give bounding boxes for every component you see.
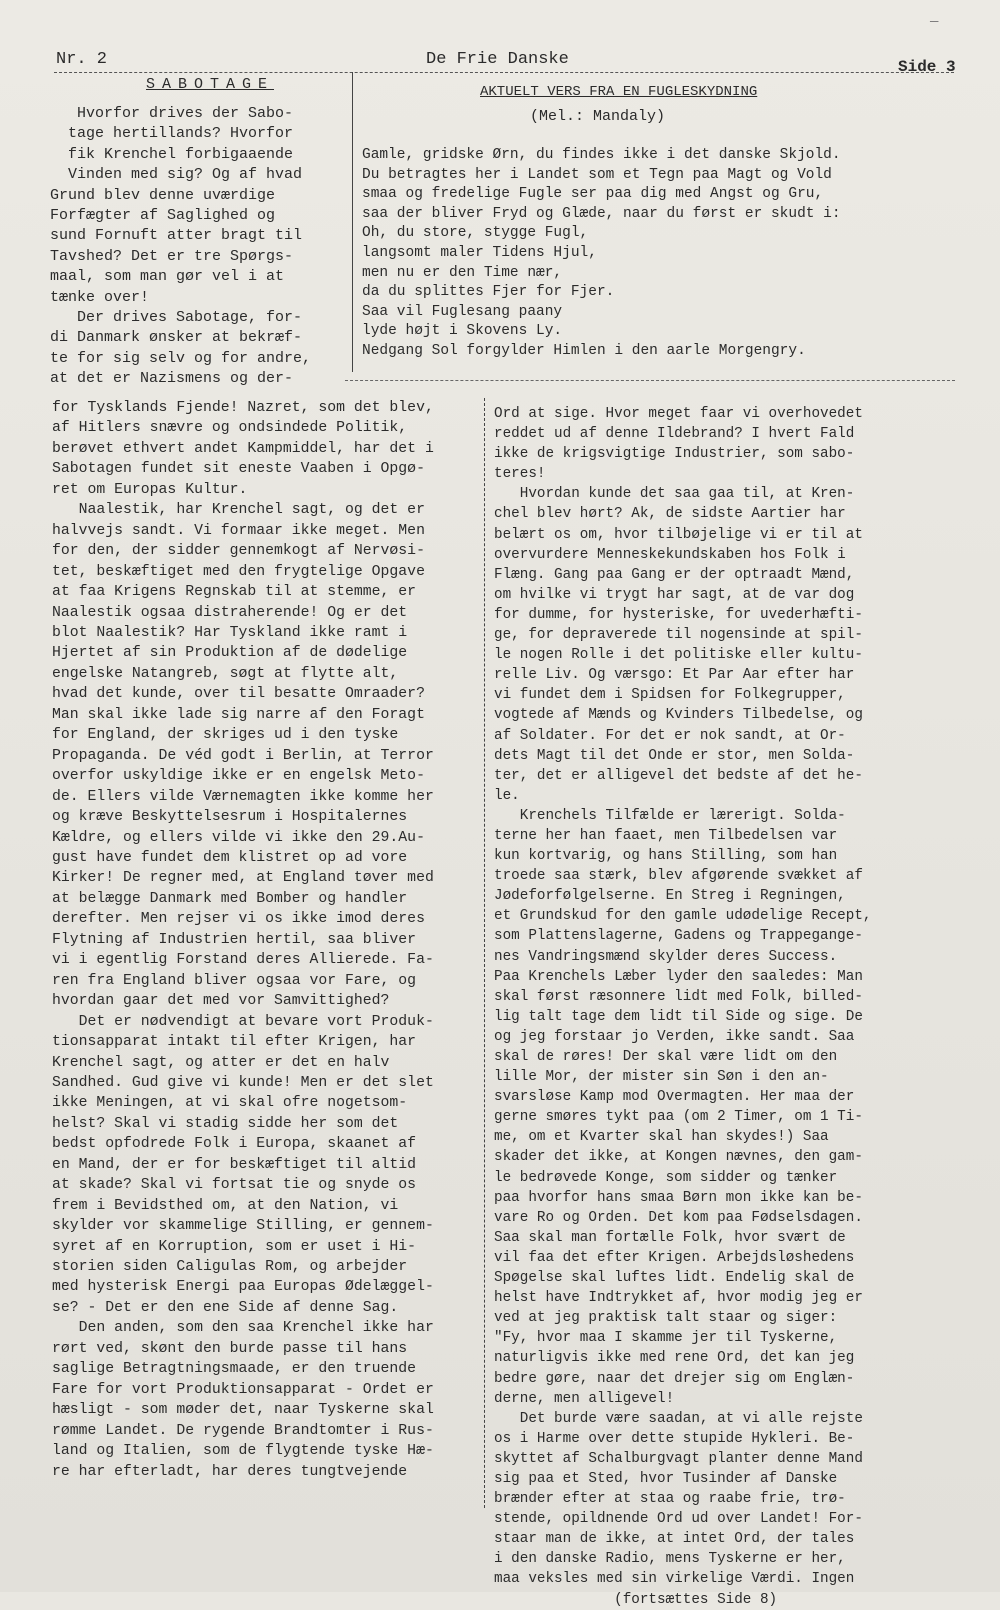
text-line: Kirker! De regner med, at England tøver med <box>52 870 434 887</box>
text-line: kun kortvarig, og hans Stilling, som han <box>494 848 838 865</box>
text-line: et Grundskud for den gamle udødelige Recept, <box>494 908 872 925</box>
text-line: om hvilke vi trygt har sagt, at de var dog <box>494 586 855 603</box>
text-line: Man skal ikke lade sig narre af den Foragt <box>52 706 425 723</box>
text-line: re har efterladt, har deres tungtvejende <box>52 1463 408 1480</box>
text-line: di Danmark ønsker at bekræf- <box>50 329 303 347</box>
corner-mark: — <box>930 14 939 30</box>
text-line: troede saa stærk, blev afgørende svækket af <box>494 868 863 885</box>
text-line: hvordan gaar det med vor Samvittighed? <box>52 993 390 1010</box>
text-line: nes Vandringsmænd skylder deres Success. <box>494 948 838 965</box>
text-line: med hysterisk Energi paa Europas Ødelæggel- <box>52 1279 434 1296</box>
text-line: ter, det er alligevel det bedste af det he- <box>494 767 863 784</box>
text-line: maa veksles med sin virkelige Værdi. Ingen <box>494 1571 855 1588</box>
text-line: relle Liv. Og værsgo: Et Par Aar efter har <box>494 667 855 684</box>
text-line: Flytning af Industrien hertil, saa bliver <box>52 931 417 948</box>
text-line: ikke Meningen, at vi skal ofre nogetsom- <box>52 1095 408 1112</box>
text-line: me, om et Kvarter skal han skydes!) Saa <box>494 1129 829 1146</box>
text-line: os i Harme over dette stupide Hykleri. Be- <box>494 1430 855 1447</box>
text-line: sig paa et Sted, hvor Tusinder af Danske <box>494 1470 838 1487</box>
text-line: smaa og fredelige Fugle ser paa dig med Angst og Gru, <box>362 186 824 203</box>
text-line: da du splittes Fjer for Fjer. <box>362 284 615 301</box>
text-line: brænder efter at staa og raabe frie, trø- <box>494 1491 846 1508</box>
text-line: Jødeforfølgelserne. En Streg i Regningen, <box>494 888 846 905</box>
poem-bottom-rule <box>345 380 955 381</box>
poem-verse <box>362 146 841 362</box>
text-line: sund Fornuft atter bragt til <box>50 227 303 245</box>
text-line: skyttet af Schalburgvagt planter denne Mand <box>494 1450 863 1467</box>
text-line: rørt ved, skønt den burde passe til hans <box>52 1340 408 1357</box>
paper-name: De Frie Danske <box>426 50 569 69</box>
article-sabotage-left-column <box>52 398 434 1482</box>
text-line: terne her han faaet, men Tilbedelsen var <box>494 827 838 844</box>
text-line: derefter. Men rejser vi os ikke imod deres <box>52 911 425 928</box>
text-line: Saa vil Fuglesang paany <box>362 303 563 320</box>
text-line: saglige Betragtningsmaade, er den truende <box>52 1361 417 1378</box>
text-line: vogtede af Mænds og Kvinders Tilbedelse, og <box>494 707 863 724</box>
text-line: Grund blev denne uværdige <box>50 186 276 204</box>
text-line: ved at jeg praktisk talt staar og siger: <box>494 1310 838 1327</box>
text-line: og kræve Beskyttelsesrum i Hospitalernes <box>52 809 408 826</box>
page-number: Side 3 <box>898 58 956 76</box>
text-line: rømme Landet. De rygende Brandtomter i Rus- <box>52 1422 434 1439</box>
text-line: skylder vor skammelige Stilling, er gennem- <box>52 1218 434 1235</box>
text-line: (fortsættes Side 8) <box>494 1591 778 1608</box>
text-line: ge, for depraverede til nogensinde at spil- <box>494 627 863 644</box>
text-line: af Soldater. For det er nok sandt, at Or- <box>494 727 846 744</box>
text-line: Gamle, gridske Ørn, du findes ikke i det danske Skjold. <box>362 147 841 163</box>
text-line: storien siden Caligulas Rom, og arbejder <box>52 1259 408 1276</box>
text-line: i den danske Radio, mens Tyskerne er her, <box>494 1551 846 1568</box>
text-line: Det burde være saadan, at vi alle rejste <box>494 1410 863 1427</box>
text-line: Nedgang Sol forgylder Himlen i den aarle Morgengry. <box>362 342 806 359</box>
text-line: Du betragtes her i Landet som et Tegn paa Magt og Vold <box>362 166 832 183</box>
text-line: Propaganda. De véd godt i Berlin, at Terror <box>52 747 434 764</box>
text-line: frem i Bevidsthed om, at den Nation, vi <box>52 1197 399 1214</box>
text-line: Vinden med sig? Og af hvad <box>50 166 303 184</box>
text-line: af Hitlers snævre og ondsindede Politik, <box>52 420 408 437</box>
text-line: vil faa det efter Krigen. Arbejdsløshedens <box>494 1249 855 1266</box>
text-line: Naalestik ogsaa distraherende! Og er det <box>52 604 408 621</box>
text-line: maal, som man gør vel i at <box>50 268 285 286</box>
text-line: for den, der sidder gennemkogt af Nervøsi- <box>52 543 425 560</box>
text-line: vare Ro og Orden. Det kom paa Fødselsdagen. <box>494 1209 863 1226</box>
text-line: te for sig selv og for andre, <box>50 349 312 367</box>
issue-number: Nr. 2 <box>56 50 108 69</box>
text-line: Hjertet af sin Produktion af de dødelige <box>52 645 408 662</box>
text-line: tage hertillands? Hvorfor <box>50 125 294 143</box>
text-line: berøvet ethvert andet Kampmiddel, har det i <box>52 440 434 457</box>
text-line: Hvorfor drives der Sabo- <box>50 105 294 122</box>
text-line: hvad det kunde, over til besatte Omraader? <box>52 686 425 703</box>
text-line: se? - Det er den ene Side af denne Sag. <box>52 1299 399 1316</box>
text-line: dets Magt til det Onde er stor, men Solda- <box>494 747 855 764</box>
poem-column-rule <box>352 72 353 372</box>
text-line: for England, der skriges ud i den tyske <box>52 727 399 744</box>
text-line: helst? Skal vi stadig sidde her som det <box>52 1115 399 1132</box>
lower-column-rule <box>484 398 485 1508</box>
text-line: ikke de krigsvigtige Industrier, som sabo- <box>494 446 855 463</box>
article-sabotage-intro <box>50 104 311 390</box>
text-line: Krenchel sagt, og atter er det en halv <box>52 1054 390 1071</box>
text-line: Naalestik, har Krenchel sagt, og det er <box>52 502 425 519</box>
text-line: fik Krenchel forbigaaende <box>50 145 294 163</box>
text-line: at belægge Danmark med Bomber og handler <box>52 890 408 907</box>
text-line: svarsløse Kamp mod Overmagten. Her maa der <box>494 1089 855 1106</box>
text-line: derne, men alligevel! <box>494 1390 675 1407</box>
text-line: land og Italien, som de flygtende tyske Hæ- <box>52 1443 434 1460</box>
text-line: lyde højt i Skovens Ly. <box>362 323 563 340</box>
text-line: Sabotagen fundet sit eneste Vaaben i Opgø- <box>52 461 425 478</box>
text-line: helst have Indtrykket af, hvor modig jeg er <box>494 1290 863 1307</box>
text-line: gust have fundet dem klistret op ad vore <box>52 849 408 866</box>
text-line: og jeg forstaar jo Verden, ikke sandt. Saa <box>494 1028 855 1045</box>
text-line: skal først ræsonnere lidt med Folk, billed- <box>494 988 863 1005</box>
text-line: Det er nødvendigt at bevare vort Produk- <box>52 1013 434 1030</box>
text-line: tet, beskæftiget med den frygtelige Opgave <box>52 563 425 580</box>
sabotage-title: SABOTAGE <box>145 76 274 93</box>
text-line: Paa Krenchels Læber lyder den saaledes: Man <box>494 968 863 985</box>
text-line: chel blev hørt? Ak, de sidste Aartier har <box>494 506 846 523</box>
text-line: tionsapparat intakt til efter Krigen, har <box>52 1034 417 1051</box>
text-line: blot Naalestik? Har Tyskland ikke ramt i <box>52 624 408 641</box>
text-line: vi fundet dem i Spidsen for Folkegrupper, <box>494 687 846 704</box>
article-sabotage-right-column <box>494 404 872 1610</box>
text-line: at faa Krigens Regnskab til at stemme, er <box>52 584 417 601</box>
text-line: for dumme, for hysteriske, for uvederhæfti- <box>494 606 863 623</box>
text-line: le. <box>494 787 520 804</box>
text-line: bedre gøre, naar det drejer sig om Englæn- <box>494 1370 855 1387</box>
poem-title: AKTUELT VERS FRA EN FUGLESKYDNING <box>480 84 758 100</box>
text-line: Hvordan kunde det saa gaa til, at Kren- <box>494 486 855 503</box>
text-line: staar man de ikke, at intet Ord, der tales <box>494 1531 855 1548</box>
text-line: Tavshed? Det er tre Spørgs- <box>50 247 294 265</box>
text-line: reddet ud af denne Ildebrand? I hvert Fald <box>494 426 855 443</box>
text-line: langsomt maler Tidens Hjul, <box>362 244 597 261</box>
text-line: halvvejs sandt. Vi formaar ikke meget. Men <box>52 522 425 539</box>
text-line: le bedrøvede Konge, som sidder og tænker <box>494 1169 838 1186</box>
text-line: gerne smøres tykt paa (om 2 Timer, om 1 Ti- <box>494 1109 863 1126</box>
text-line: men nu er den Time nær, <box>362 264 563 281</box>
text-line: Saa skal man fortælle Folk, hvor svært de <box>494 1229 846 1246</box>
text-line: som Plattenslagerne, Gadens og Trappegange- <box>494 928 863 945</box>
text-line: Fare for vort Produktionsapparat - Ordet er <box>52 1381 434 1398</box>
text-line: overvurdere Menneskekundskaben hos Folk i <box>494 546 846 563</box>
text-line: vi i egentlig Forstand deres Allierede. Fa- <box>52 952 434 969</box>
text-line: engelske Natangreb, søgt at flytte alt, <box>52 665 399 682</box>
text-line: ren fra England bliver ogsaa vor Fare, og <box>52 972 417 989</box>
poem-melody: (Mel.: Mandaly) <box>530 108 666 125</box>
text-line: Der drives Sabotage, for- <box>50 309 303 327</box>
text-line: le nogen Rolle i det politiske eller kultu- <box>494 647 863 664</box>
header-rule <box>54 72 954 73</box>
text-line: skal de røres! Der skal være lidt om den <box>494 1049 838 1065</box>
text-line: Oh, du store, styggе Fugl, <box>362 225 589 242</box>
text-line: lig talt tage dem lidt til Side og sige. De <box>494 1008 863 1025</box>
text-line: "Fy, hvor maa I skamme jer til Tyskerne, <box>494 1330 838 1347</box>
text-line: Forfægter af Saglighed og <box>50 207 276 225</box>
text-line: teres! <box>494 466 546 483</box>
text-line: paa hvorfor hans smaa Børn mon ikke kan be- <box>494 1189 863 1206</box>
text-line: Kældre, og ellers vilde vi ikke den 29.Au- <box>52 829 425 846</box>
text-line: for Tysklands Fjende! Nazret, som det blev, <box>52 400 434 416</box>
text-line: naturligvis ikke med rene Ord, det kan jeg <box>494 1350 855 1367</box>
text-line: Sandhed. Gud give vi kunde! Men er det slet <box>52 1074 434 1091</box>
text-line: lille Mor, der mister sin Søn i den an- <box>494 1069 829 1086</box>
text-line: skader det ikke, at Kongen nævnes, den gam- <box>494 1149 863 1166</box>
text-line: Spøgelse skal luftes lidt. Endelig skal de <box>494 1270 855 1287</box>
text-line: tænke over! <box>50 288 150 306</box>
text-line: at skade? Skal vi fortsat tie og snyde os <box>52 1177 417 1194</box>
text-line: syret af en Korruption, som er uset i Hi- <box>52 1238 417 1255</box>
text-line: ret om Europas Kultur. <box>52 481 248 498</box>
text-line: saa der bliver Fryd og Glæde, naar du først er skudt i: <box>362 205 841 222</box>
text-line: stende, opildnende Ord ud over Landet! For- <box>494 1511 863 1528</box>
text-line: bedst opfodrede Folk i Europa, skaanet af <box>52 1136 417 1153</box>
text-line: belært os om, hvor tilbøjelige vi er til at <box>494 526 863 543</box>
page-header <box>0 44 1000 78</box>
text-line: Den anden, som den saa Krenchel ikke har <box>52 1320 434 1337</box>
text-line: at det er Nazismens og der- <box>50 370 294 388</box>
text-line: hæsligt - som møder det, naar Tyskerne skal <box>52 1402 434 1419</box>
text-line: de. Ellers vilde Værnemagten ikke komme her <box>52 788 434 805</box>
text-line: overfor uskyldige ikke er en engelsk Meto- <box>52 768 425 785</box>
text-line: Ord at sige. Hvor meget faar vi overhovedet <box>494 406 863 422</box>
text-line: Krenchels Tilfælde er lærerigt. Solda- <box>494 807 846 824</box>
text-line: Flæng. Gang paa Gang er der optraadt Mænd, <box>494 566 855 583</box>
text-line: en Mand, der er for beskæftiget til altid <box>52 1156 417 1173</box>
